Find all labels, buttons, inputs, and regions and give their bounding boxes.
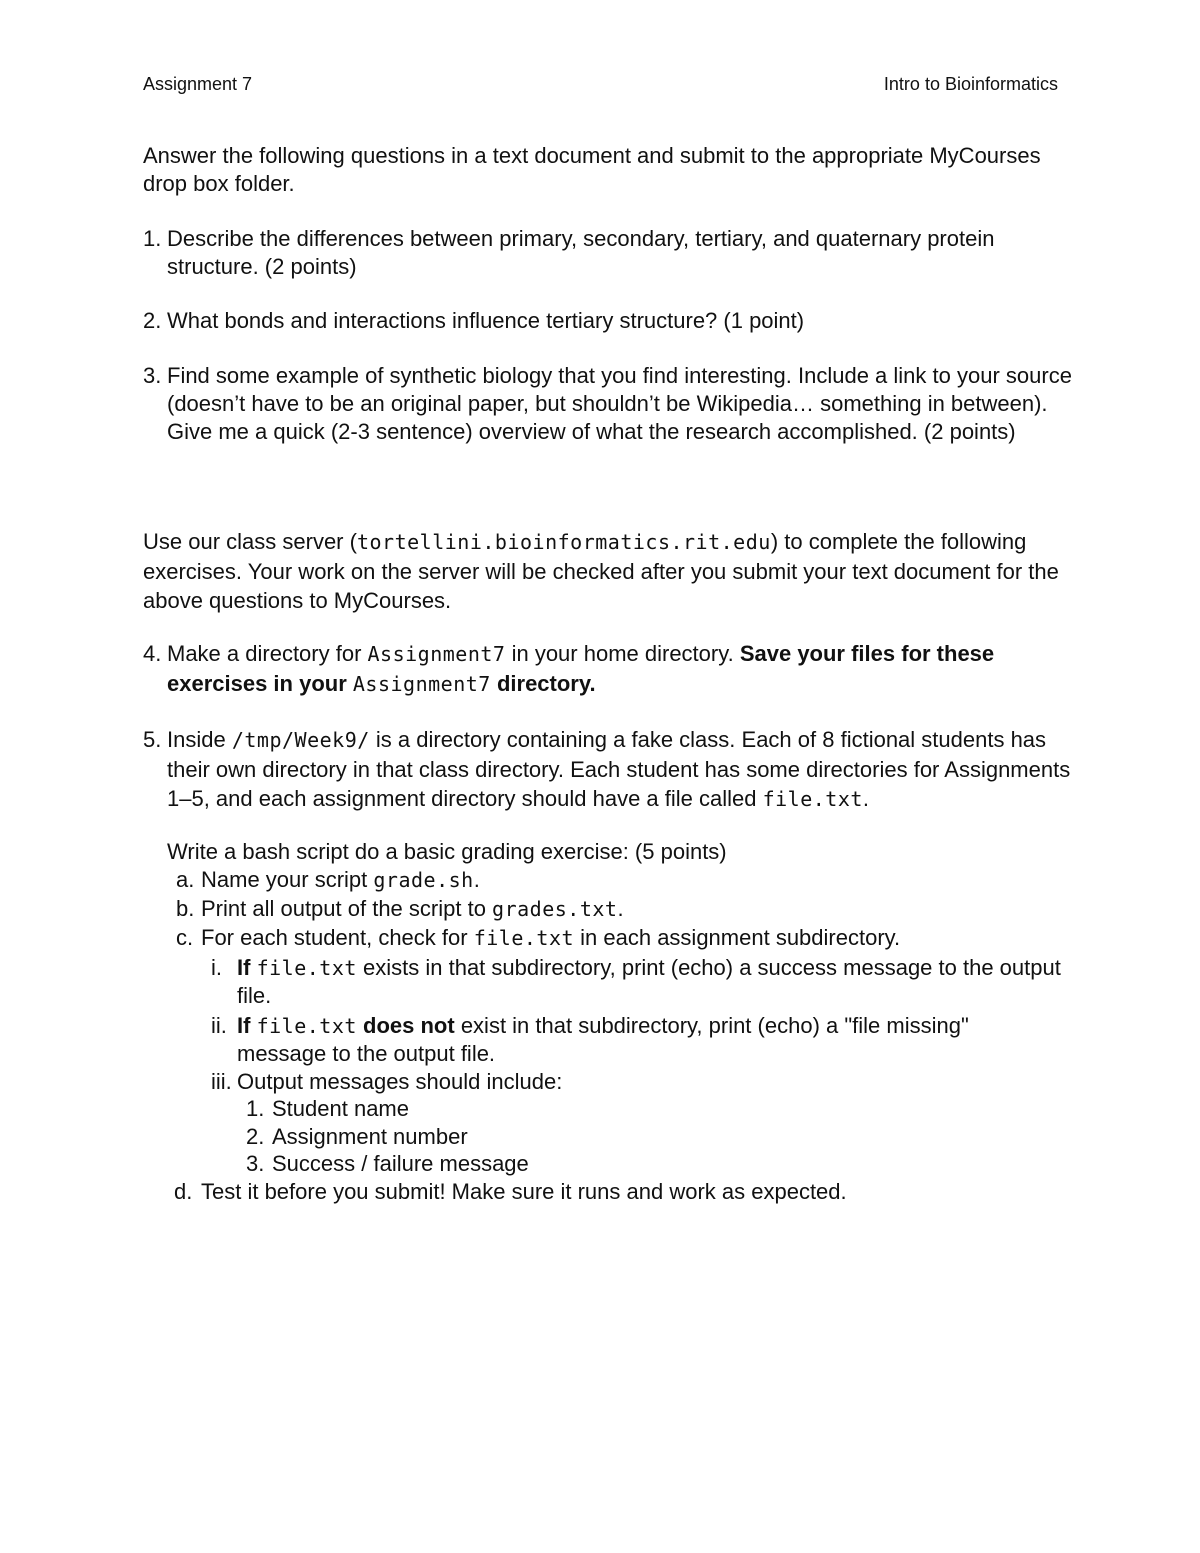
step-c-ii-label: ii. <box>211 1013 227 1038</box>
q5-text-post: . <box>862 786 870 811</box>
step-a-pre: Name your script <box>201 867 374 892</box>
step-a <box>176 866 1056 894</box>
output-list-item-2-text: Assignment number <box>272 1124 468 1149</box>
output-list-item-1-text: Student name <box>272 1096 409 1121</box>
question-2-text: What bonds and interactions influence tertiary structure? (1 point) <box>167 308 805 333</box>
question-4-text <box>167 639 1073 699</box>
output-list-item-1 <box>246 1095 1046 1123</box>
header-right: Intro to Bioinformatics <box>883 74 1058 94</box>
step-c-label: c. <box>176 925 194 950</box>
q5-file-name: file.txt <box>762 787 863 811</box>
step-c-ii <box>211 1012 1061 1068</box>
question-3 <box>143 362 1073 446</box>
step-b-pre: Print all output of the script to <box>201 896 493 921</box>
server-text-post: ) to complete the following exercises. Your work on the server will be checked after you submit your text document for the above questions to MyCourses. <box>143 529 1059 613</box>
step-d-text: Test it before you submit! Make sure it runs and work as expected. <box>201 1179 847 1204</box>
intro-paragraph: Answer the following questions in a text document and submit to the appropriate MyCourses drop box folder. <box>143 143 1041 196</box>
question-4-number: 4. <box>143 641 162 666</box>
question-5-number: 5. <box>143 727 162 752</box>
step-c-i <box>211 954 1061 1010</box>
output-list-item-1-number: 1. <box>246 1096 265 1121</box>
question-3-text: Find some example of synthetic biology that you find interesting. Include a link to your source (doesn’t have to be an original paper, but shouldn’t be Wikipedia… something in between). Give me a quick (2-3 sentence) overview of what the research accomplished. (2 points) <box>167 363 1072 444</box>
q4-text-mid: in your home directory. <box>505 641 740 666</box>
question-1-number: 1. <box>143 226 162 251</box>
question-2-number: 2. <box>143 308 162 333</box>
step-c-post: in each assignment subdirectory. <box>574 925 901 950</box>
step-c-code: file.txt <box>473 926 575 950</box>
question-5 <box>143 725 1073 814</box>
q5-path: /tmp/Week9/ <box>231 728 370 752</box>
q4-bold-directory: directory. <box>490 671 596 696</box>
step-d <box>174 1178 1054 1206</box>
step-c-ii-bold: If <box>237 1013 251 1038</box>
step-c-i-code: file.txt <box>256 956 357 980</box>
q5-text-mid: is a directory containing a fake class. Each of 8 fictional students has their own directory in that class directory. Each student has some directories for Assignments 1–5, and each assignment directory should have a file called <box>167 727 1071 811</box>
server-paragraph <box>143 527 1073 615</box>
step-a-label: a. <box>176 867 195 892</box>
output-list-item-3-number: 3. <box>246 1151 265 1176</box>
question-5-text <box>167 725 1073 814</box>
step-b-label: b. <box>176 896 195 921</box>
step-c-text <box>201 924 1056 952</box>
step-c-ii-code: file.txt <box>256 1014 357 1038</box>
q5-write-instruction: Write a bash script do a basic grading exercise: (5 points) <box>167 839 727 864</box>
server-text-pre: Use our class server ( <box>143 529 357 554</box>
server-hostname: tortellini.bioinformatics.rit.edu <box>356 530 771 554</box>
step-b-code: grades.txt <box>492 897 618 921</box>
header-left: Assignment 7 <box>143 74 253 94</box>
step-c-iii-label: iii. <box>211 1069 232 1094</box>
step-c-iii <box>211 1068 1061 1096</box>
step-c-i-bold: If <box>237 955 251 980</box>
step-d-label: d. <box>174 1179 193 1204</box>
output-list-item-2 <box>246 1123 1046 1151</box>
question-3-number: 3. <box>143 363 162 388</box>
step-a-text <box>201 866 1056 894</box>
step-a-code: grade.sh <box>373 868 474 892</box>
step-b-text <box>201 895 1056 923</box>
q4-directory-name-2: Assignment7 <box>352 672 491 696</box>
step-c-ii-post: exist in that subdirectory, print (echo) a "file missing" message to the output file. <box>237 1013 969 1066</box>
question-1 <box>143 225 1073 281</box>
q4-directory-name: Assignment7 <box>367 642 506 666</box>
step-c-ii-text <box>237 1012 1061 1068</box>
step-b-post: . <box>617 896 624 921</box>
output-list-item-3 <box>246 1150 1046 1178</box>
question-4 <box>143 639 1073 699</box>
step-c <box>176 924 1056 952</box>
step-c-iii-text: Output messages should include: <box>237 1069 563 1094</box>
step-c-pre: For each student, check for <box>201 925 474 950</box>
q4-text-pre: Make a directory for <box>167 641 368 666</box>
step-c-ii-bold-2: does not <box>363 1013 455 1038</box>
q4-bold-instruction: Save your files for these exercises in your <box>167 641 995 696</box>
question-1-text: Describe the differences between primary, secondary, tertiary, and quaternary protein structure. (2 points) <box>167 226 995 279</box>
output-list-item-3-text: Success / failure message <box>272 1151 529 1176</box>
step-c-i-post: exists in that subdirectory, print (echo) a success message to the output file. <box>237 955 1061 1008</box>
output-list-item-2-number: 2. <box>246 1124 265 1149</box>
step-c-i-text <box>237 954 1061 1010</box>
step-b <box>176 895 1056 923</box>
step-c-i-label: i. <box>211 955 222 980</box>
question-2 <box>143 307 1073 335</box>
step-a-post: . <box>473 867 480 892</box>
q5-text-pre: Inside <box>167 727 232 752</box>
